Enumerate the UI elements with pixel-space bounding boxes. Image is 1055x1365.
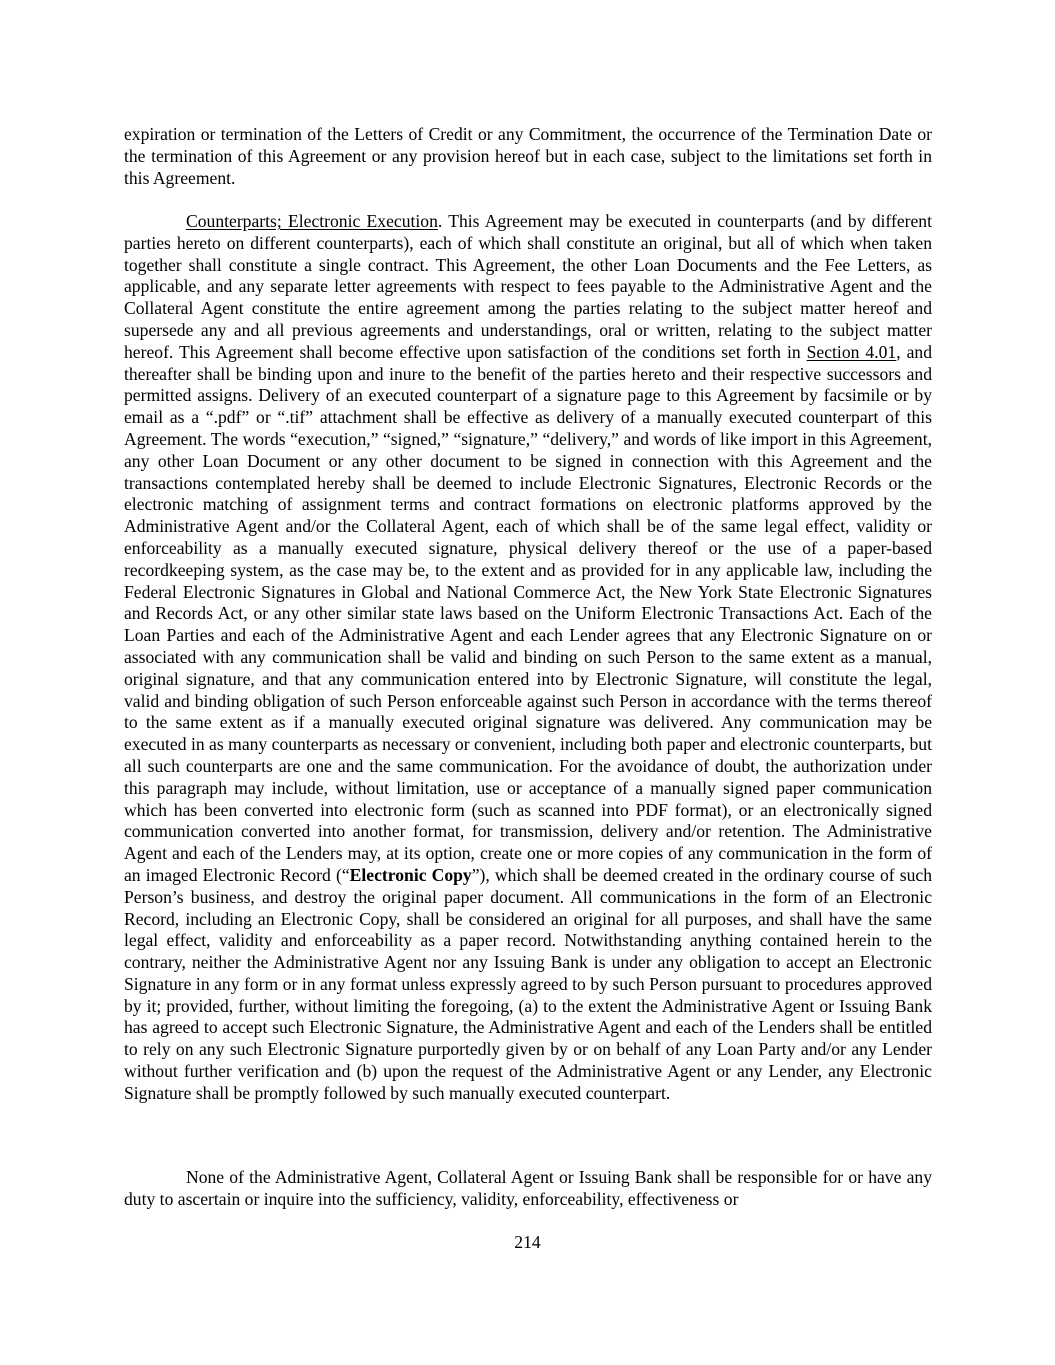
counterparts-text-part-1: . This Agreement may be executed in counterparts (and by different parties hereto on different counterparts), each of which shall constitute an original, but all of which when taken together shall constitute a single contract. This Agreement, the other Loan Documents and the Fee Letters, as applicable, and any separate letter agreements with respect to fees payable to the Administrative Agent and the Collateral Agent constitute the entire agreement among the parties relating to the subject matter hereof and supersede any and all previous agreements and understandings, oral or written, relating to the subject matter hereof. This Agreement shall become effective upon satisfaction of the conditions set forth in [124, 211, 932, 362]
final-paragraph [124, 1167, 932, 1211]
section-reference-link: Section 4.01 [806, 341, 897, 362]
counterparts-paragraph [124, 211, 932, 1105]
counterparts-text-part-2: , and thereafter shall be binding upon and inure to the benefit of the parties hereto and their respective successors and permitted assigns. Delivery of an executed counterpart of a signature page to this Agreement by facsimile or by email as a “.pdf” or “.tif” attachment shall be effective as delivery of a manually executed counterpart of this Agreement. The words “execution,” “signed,” “signature,” “delivery,” and words of like import in this Agreement, any other Loan Document or any other document to be signed in connection with this Agreement and the transactions contemplated hereby shall be deemed to include Electronic Signatures, Electronic Records or the electronic matching of assignment terms and contract formations on electronic platforms approved by the Administrative Agent and/or the Collateral Agent, each of which shall be of the same legal effect, validity or enforceability as a manually executed signature, physical delivery thereof or the use of a paper-based recordkeeping system, as the case may be, to the extent and as provided for in any applicable law, including the Federal Electronic Signatures in Global and National Commerce Act, the New York State Electronic Signatures and Records Act, or any other similar state laws based on the Uniform Electronic Transactions Act. Each of the Loan Parties and each of the Administrative Agent and each Lender agrees that any Electronic Signature on or associated with any communication shall be valid and binding on such Person to the same extent as a manual, original signature, and that any communication entered into by Electronic Signature, will constitute the legal, valid and binding obligation of such Person enforceable against such Person in accordance with the terms thereof to the same extent as if a manually executed original signature was delivered. Any communication may be executed in as many counterparts as necessary or convenient, including both paper and electronic counterparts, but all such counterparts are one and the same communication. For the avoidance of doubt, the authorization under this paragraph may include, without limitation, use or acceptance of a manually signed paper communication which has been converted into electronic form (such as scanned into PDF format), or an electronically signed communication converted into another format, for transmission, delivery and/or retention. The Administrative Agent and each of the Lenders may, at its option, create one or more copies of any communication in the form of an imaged Electronic Record (“ [124, 341, 932, 885]
defined-term-electronic-copy: Electronic Copy [349, 864, 472, 885]
paragraph-continuation: expiration or termination of the Letters of Credit or any Commitment, the occurrence of the Termination Date or the termination of this Agreement or any provision hereof but in each case, subject to the limitations set forth in this Agreement. [124, 124, 932, 188]
page-number: 214 [514, 1232, 541, 1252]
section-heading-counterparts: Counterparts; Electronic Execution [186, 211, 438, 231]
counterparts-text-part-3: ”), which shall be deemed created in the ordinary course of such Person’s business, and destroy the original paper document. All communications in the form of an Electronic Record, including an Electronic Copy, shall be considered an original for all purposes, and shall have the same legal effect, validity and enforceability as a paper record. Notwithstanding anything contained herein to the contrary, neither the Administrative Agent nor any Issuing Bank is under any obligation to accept an Electronic Signature in any form or in any format unless expressly agreed to by such Person pursuant to procedures approved by it; provided, further, without limiting the foregoing, (a) to the extent the Administrative Agent or Issuing Bank has agreed to accept such Electronic Signature, the Administrative Agent and each of the Lenders shall be entitled to rely on any such Electronic Signature purportedly given by or on behalf of any Loan Party and/or any Lender without further verification and (b) upon the request of the Administrative Agent or any Lender, any Electronic Signature shall be promptly followed by such manually executed counterpart. [124, 864, 933, 1103]
final-paragraph-text: None of the Administrative Agent, Collateral Agent or Issuing Bank shall be responsible for or have any duty to ascertain or inquire into the sufficiency, validity, enforceability, effectiveness or [124, 1167, 932, 1209]
